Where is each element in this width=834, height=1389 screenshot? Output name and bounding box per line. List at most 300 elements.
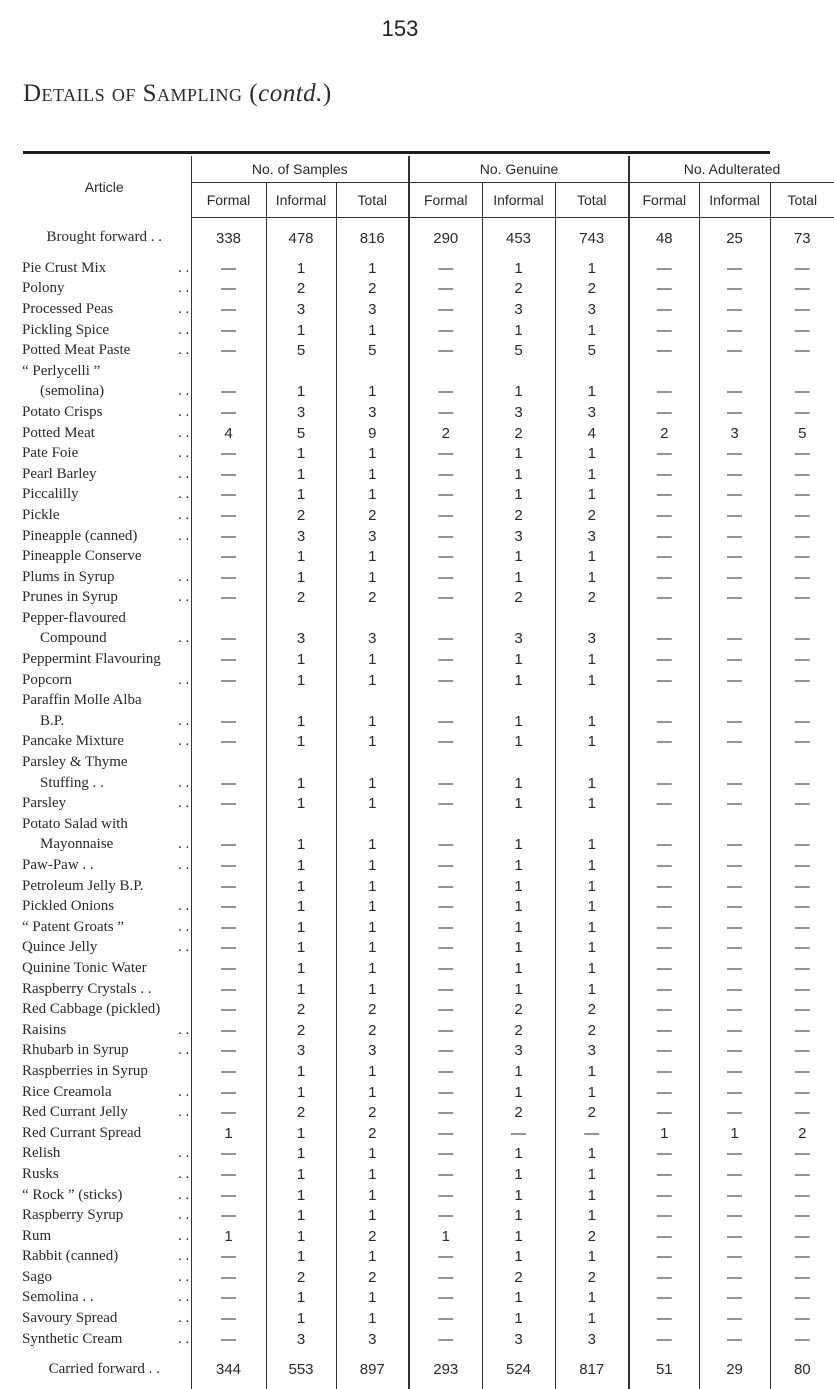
value-cell: —: [409, 835, 482, 856]
value-cell: 1: [266, 855, 336, 876]
value-cell: —: [409, 1041, 482, 1062]
value-cell: 1: [555, 670, 629, 691]
table-body: [18, 218, 834, 1389]
value-cell: —: [191, 835, 266, 856]
value-cell: —: [770, 258, 834, 279]
value-cell: —: [629, 999, 699, 1020]
value-cell: 1: [409, 1226, 482, 1247]
leader-dots: . .: [178, 713, 189, 730]
value-cell: 5: [770, 423, 834, 444]
value-cell: —: [699, 855, 770, 876]
value-cell: 2: [266, 505, 336, 526]
value-cell: —: [770, 279, 834, 300]
article-name: Peppermint Flavouring: [18, 649, 191, 670]
table-row: [18, 464, 834, 485]
value-cell: —: [770, 485, 834, 506]
value-cell: —: [770, 938, 834, 959]
article-name: [18, 1267, 191, 1288]
value-cell: —: [699, 567, 770, 588]
value-cell: 1: [266, 896, 336, 917]
value-cell: 1: [336, 1144, 409, 1165]
article-name: [18, 588, 191, 609]
value-cell: 2: [555, 1267, 629, 1288]
value-cell: 1: [336, 1185, 409, 1206]
value-cell: 1: [482, 670, 555, 691]
table-row: [18, 485, 834, 506]
value-cell: 1: [266, 979, 336, 1000]
table-row: [18, 711, 834, 732]
value-cell: 4: [555, 423, 629, 444]
value-cell: 1: [336, 979, 409, 1000]
value-cell: 1: [555, 979, 629, 1000]
value-cell: —: [409, 1308, 482, 1329]
value-cell: 3: [336, 299, 409, 320]
value-cell: 524: [482, 1349, 555, 1389]
value-cell: 1: [482, 1226, 555, 1247]
subheader-cell: Total: [555, 183, 629, 218]
value-cell: 3: [336, 526, 409, 547]
article-name: [18, 1329, 191, 1350]
value-cell: —: [629, 958, 699, 979]
leader-dots: . .: [178, 342, 189, 359]
value-cell: —: [191, 855, 266, 876]
leader-dots: . .: [178, 898, 189, 915]
article-label: Piccalilly: [22, 486, 79, 502]
value-cell: —: [409, 917, 482, 938]
value-cell: —: [629, 1267, 699, 1288]
page-number: 153: [0, 16, 800, 42]
value-cell: 743: [555, 218, 629, 259]
value-cell: —: [191, 1308, 266, 1329]
value-cell: 817: [555, 1349, 629, 1389]
value-cell: —: [770, 402, 834, 423]
value-cell: —: [191, 382, 266, 403]
article-name: Brought forward . .: [18, 218, 191, 259]
value-cell: —: [191, 526, 266, 547]
table-row: [18, 896, 834, 917]
value-cell: [699, 361, 770, 382]
value-cell: 1: [555, 1288, 629, 1309]
value-cell: 1: [266, 1144, 336, 1165]
value-cell: —: [629, 1308, 699, 1329]
table-row: [18, 999, 834, 1020]
value-cell: [336, 814, 409, 835]
value-cell: —: [482, 1123, 555, 1144]
table-row: [18, 340, 834, 361]
value-cell: 3: [482, 299, 555, 320]
value-cell: —: [699, 258, 770, 279]
value-cell: 1: [336, 793, 409, 814]
value-cell: —: [699, 1041, 770, 1062]
value-cell: 1: [336, 855, 409, 876]
value-cell: 1: [555, 1082, 629, 1103]
subheader-cell: Formal: [629, 183, 699, 218]
value-cell: 1: [482, 979, 555, 1000]
value-cell: —: [409, 855, 482, 876]
value-cell: —: [629, 1205, 699, 1226]
article-label: Potted Meat Paste: [22, 342, 130, 358]
value-cell: 1: [482, 1185, 555, 1206]
article-label: Compound: [40, 630, 107, 646]
value-cell: —: [699, 279, 770, 300]
value-cell: —: [699, 938, 770, 959]
value-cell: —: [770, 1308, 834, 1329]
value-cell: 3: [555, 629, 629, 650]
value-cell: 1: [266, 567, 336, 588]
value-cell: —: [409, 732, 482, 753]
value-cell: 2: [336, 1020, 409, 1041]
leader-dots: . .: [178, 1022, 189, 1039]
value-cell: —: [770, 1205, 834, 1226]
value-cell: 1: [336, 1288, 409, 1309]
value-cell: —: [699, 732, 770, 753]
article-name: [18, 1247, 191, 1268]
value-cell: —: [699, 896, 770, 917]
article-label: Pickled Onions: [22, 898, 114, 914]
value-cell: 1: [555, 773, 629, 794]
article-label: Raspberry Syrup: [22, 1207, 123, 1223]
value-cell: [336, 361, 409, 382]
value-cell: 2: [266, 1102, 336, 1123]
value-cell: —: [191, 670, 266, 691]
value-cell: 2: [266, 999, 336, 1020]
leader-dots: . .: [178, 775, 189, 792]
article-label: “ Rock ” (sticks): [22, 1187, 122, 1203]
value-cell: 1: [555, 485, 629, 506]
value-cell: 1: [266, 773, 336, 794]
value-cell: —: [555, 1123, 629, 1144]
article-name: [18, 1144, 191, 1165]
leader-dots: . .: [178, 1104, 189, 1121]
value-cell: —: [191, 711, 266, 732]
value-cell: 4: [191, 423, 266, 444]
table-row: [18, 773, 834, 794]
value-cell: —: [191, 629, 266, 650]
leader-dots: . .: [178, 857, 189, 874]
value-cell: —: [629, 1288, 699, 1309]
value-cell: 3: [336, 629, 409, 650]
value-cell: [409, 752, 482, 773]
value-cell: —: [770, 1061, 834, 1082]
leader-dots: . .: [178, 404, 189, 421]
value-cell: —: [770, 1247, 834, 1268]
value-cell: [699, 814, 770, 835]
value-cell: —: [191, 1329, 266, 1350]
value-cell: 2: [266, 1267, 336, 1288]
value-cell: —: [191, 773, 266, 794]
value-cell: 2: [266, 1020, 336, 1041]
value-cell: —: [699, 1061, 770, 1082]
title-main: Details of Sampling: [23, 80, 243, 107]
value-cell: —: [770, 999, 834, 1020]
value-cell: —: [409, 629, 482, 650]
value-cell: 1: [482, 711, 555, 732]
value-cell: 2: [266, 588, 336, 609]
value-cell: —: [409, 1164, 482, 1185]
value-cell: 3: [482, 402, 555, 423]
value-cell: 80: [770, 1349, 834, 1389]
subheader-cell: Informal: [482, 183, 555, 218]
value-cell: [482, 752, 555, 773]
value-cell: 1: [266, 876, 336, 897]
value-cell: [266, 361, 336, 382]
value-cell: —: [191, 1288, 266, 1309]
value-cell: —: [629, 1247, 699, 1268]
leader-dots: . .: [178, 1248, 189, 1265]
value-cell: —: [409, 999, 482, 1020]
article-name: [18, 320, 191, 341]
value-cell: —: [629, 1164, 699, 1185]
value-cell: —: [770, 979, 834, 1000]
value-cell: —: [629, 855, 699, 876]
value-cell: —: [699, 711, 770, 732]
article-name: [18, 279, 191, 300]
table-row: [18, 361, 834, 382]
value-cell: —: [770, 1082, 834, 1103]
article-label: Pickle: [22, 507, 60, 523]
value-cell: —: [699, 1144, 770, 1165]
value-cell: —: [629, 1041, 699, 1062]
value-cell: —: [191, 320, 266, 341]
leader-dots: . .: [178, 1166, 189, 1183]
value-cell: 1: [699, 1123, 770, 1144]
value-cell: 1: [482, 938, 555, 959]
leader-dots: . .: [178, 322, 189, 339]
leader-dots: . .: [178, 836, 189, 853]
value-cell: —: [629, 1144, 699, 1165]
leader-dots: . .: [178, 569, 189, 586]
table-row: [18, 1020, 834, 1041]
value-cell: 1: [482, 320, 555, 341]
value-cell: 2: [336, 1102, 409, 1123]
value-cell: [191, 752, 266, 773]
value-cell: 1: [266, 1226, 336, 1247]
value-cell: —: [409, 402, 482, 423]
table-row: [18, 1288, 834, 1309]
value-cell: [629, 814, 699, 835]
value-cell: —: [191, 1267, 266, 1288]
value-cell: —: [409, 1102, 482, 1123]
value-cell: —: [770, 876, 834, 897]
table-row: [18, 1205, 834, 1226]
value-cell: —: [629, 1185, 699, 1206]
value-cell: 2: [266, 279, 336, 300]
value-cell: —: [409, 258, 482, 279]
value-cell: [555, 690, 629, 711]
subheader-cell: Total: [336, 183, 409, 218]
leader-dots: . .: [178, 795, 189, 812]
article-label: Rhubarb in Syrup: [22, 1042, 129, 1058]
value-cell: 3: [555, 1041, 629, 1062]
value-cell: —: [699, 402, 770, 423]
leader-dots: . .: [178, 1310, 189, 1327]
leader-dots: . .: [178, 1289, 189, 1306]
value-cell: 2: [770, 1123, 834, 1144]
value-cell: 553: [266, 1349, 336, 1389]
value-cell: —: [770, 1020, 834, 1041]
table-row: [18, 752, 834, 773]
value-cell: [629, 752, 699, 773]
article-name: Carried forward . .: [18, 1349, 191, 1389]
value-cell: —: [409, 279, 482, 300]
value-cell: 2: [482, 279, 555, 300]
value-cell: —: [629, 299, 699, 320]
value-cell: 293: [409, 1349, 482, 1389]
value-cell: [191, 814, 266, 835]
value-cell: —: [629, 320, 699, 341]
article-name: [18, 258, 191, 279]
subheader-cell: Formal: [409, 183, 482, 218]
value-cell: 1: [336, 567, 409, 588]
value-cell: 1: [336, 1164, 409, 1185]
value-cell: —: [629, 485, 699, 506]
value-cell: —: [409, 876, 482, 897]
value-cell: —: [409, 1144, 482, 1165]
value-cell: —: [191, 979, 266, 1000]
value-cell: 1: [555, 567, 629, 588]
value-cell: —: [409, 526, 482, 547]
article-name: [18, 299, 191, 320]
value-cell: [191, 690, 266, 711]
value-cell: —: [629, 1082, 699, 1103]
article-name: [18, 567, 191, 588]
value-cell: —: [699, 958, 770, 979]
value-cell: —: [629, 732, 699, 753]
article-label: Polony: [22, 280, 65, 296]
value-cell: 1: [266, 258, 336, 279]
table-row: [18, 505, 834, 526]
value-cell: 1: [336, 896, 409, 917]
value-cell: 25: [699, 218, 770, 259]
value-cell: 3: [555, 526, 629, 547]
value-cell: —: [191, 896, 266, 917]
article-name: [18, 793, 191, 814]
value-cell: 2: [555, 999, 629, 1020]
value-cell: 2: [482, 505, 555, 526]
value-cell: —: [191, 299, 266, 320]
table-row: [18, 608, 834, 629]
value-cell: —: [699, 1082, 770, 1103]
value-cell: 2: [482, 999, 555, 1020]
value-cell: —: [409, 1082, 482, 1103]
value-cell: —: [629, 443, 699, 464]
value-cell: —: [191, 1041, 266, 1062]
value-cell: 1: [191, 1123, 266, 1144]
value-cell: 2: [336, 1123, 409, 1144]
value-cell: 1: [482, 1061, 555, 1082]
value-cell: 1: [482, 1288, 555, 1309]
article-label: Quince Jelly: [22, 939, 97, 955]
value-cell: 1: [336, 1308, 409, 1329]
leader-dots: . .: [178, 280, 189, 297]
value-cell: [482, 814, 555, 835]
article-name: [18, 1102, 191, 1123]
value-cell: —: [770, 320, 834, 341]
value-cell: —: [699, 464, 770, 485]
value-cell: —: [629, 876, 699, 897]
value-cell: 1: [482, 917, 555, 938]
value-cell: —: [770, 958, 834, 979]
article-name: “ Perlycelli ”: [18, 361, 191, 382]
article-label: Savoury Spread: [22, 1310, 117, 1326]
article-name: Pepper-flavoured: [18, 608, 191, 629]
value-cell: 2: [555, 1102, 629, 1123]
value-cell: 344: [191, 1349, 266, 1389]
value-cell: 1: [336, 670, 409, 691]
value-cell: —: [409, 958, 482, 979]
value-cell: —: [191, 999, 266, 1020]
value-cell: —: [770, 629, 834, 650]
value-cell: —: [770, 382, 834, 403]
value-cell: 1: [336, 711, 409, 732]
value-cell: —: [699, 340, 770, 361]
article-label: Rum: [22, 1228, 51, 1244]
title-suffix: contd.: [258, 80, 323, 107]
value-cell: [770, 608, 834, 629]
value-cell: —: [699, 443, 770, 464]
table-row: [18, 588, 834, 609]
table-row: [18, 690, 834, 711]
table-row: [18, 732, 834, 753]
value-cell: 3: [555, 299, 629, 320]
value-cell: —: [191, 1164, 266, 1185]
value-cell: 2: [482, 1102, 555, 1123]
value-cell: —: [409, 649, 482, 670]
value-cell: —: [699, 999, 770, 1020]
value-cell: 3: [336, 402, 409, 423]
table-row: [18, 567, 834, 588]
value-cell: —: [770, 1329, 834, 1350]
value-cell: —: [770, 835, 834, 856]
value-cell: [699, 608, 770, 629]
value-cell: 9: [336, 423, 409, 444]
article-label: Rusks: [22, 1166, 59, 1182]
value-cell: —: [191, 1144, 266, 1165]
value-cell: 2: [555, 279, 629, 300]
value-cell: —: [629, 505, 699, 526]
value-cell: 1: [266, 1123, 336, 1144]
value-cell: [770, 752, 834, 773]
table-row: [18, 1267, 834, 1288]
value-cell: 3: [482, 526, 555, 547]
value-cell: [409, 814, 482, 835]
article-name: [18, 1226, 191, 1247]
table-row: [18, 1185, 834, 1206]
value-cell: —: [699, 1288, 770, 1309]
table-row: [18, 1226, 834, 1247]
value-cell: [629, 361, 699, 382]
table-row: [18, 1164, 834, 1185]
value-cell: —: [699, 629, 770, 650]
value-cell: —: [699, 1185, 770, 1206]
value-cell: 1: [336, 443, 409, 464]
value-cell: —: [191, 546, 266, 567]
value-cell: 1: [266, 793, 336, 814]
value-cell: 1: [266, 1185, 336, 1206]
value-cell: 2: [629, 423, 699, 444]
value-cell: 2: [336, 1267, 409, 1288]
article-name: [18, 423, 191, 444]
value-cell: —: [770, 1267, 834, 1288]
value-cell: —: [629, 938, 699, 959]
value-cell: —: [699, 773, 770, 794]
value-cell: —: [629, 567, 699, 588]
value-cell: 1: [266, 443, 336, 464]
value-cell: 1: [191, 1226, 266, 1247]
value-cell: 1: [336, 773, 409, 794]
value-cell: —: [770, 588, 834, 609]
value-cell: 1: [482, 1144, 555, 1165]
